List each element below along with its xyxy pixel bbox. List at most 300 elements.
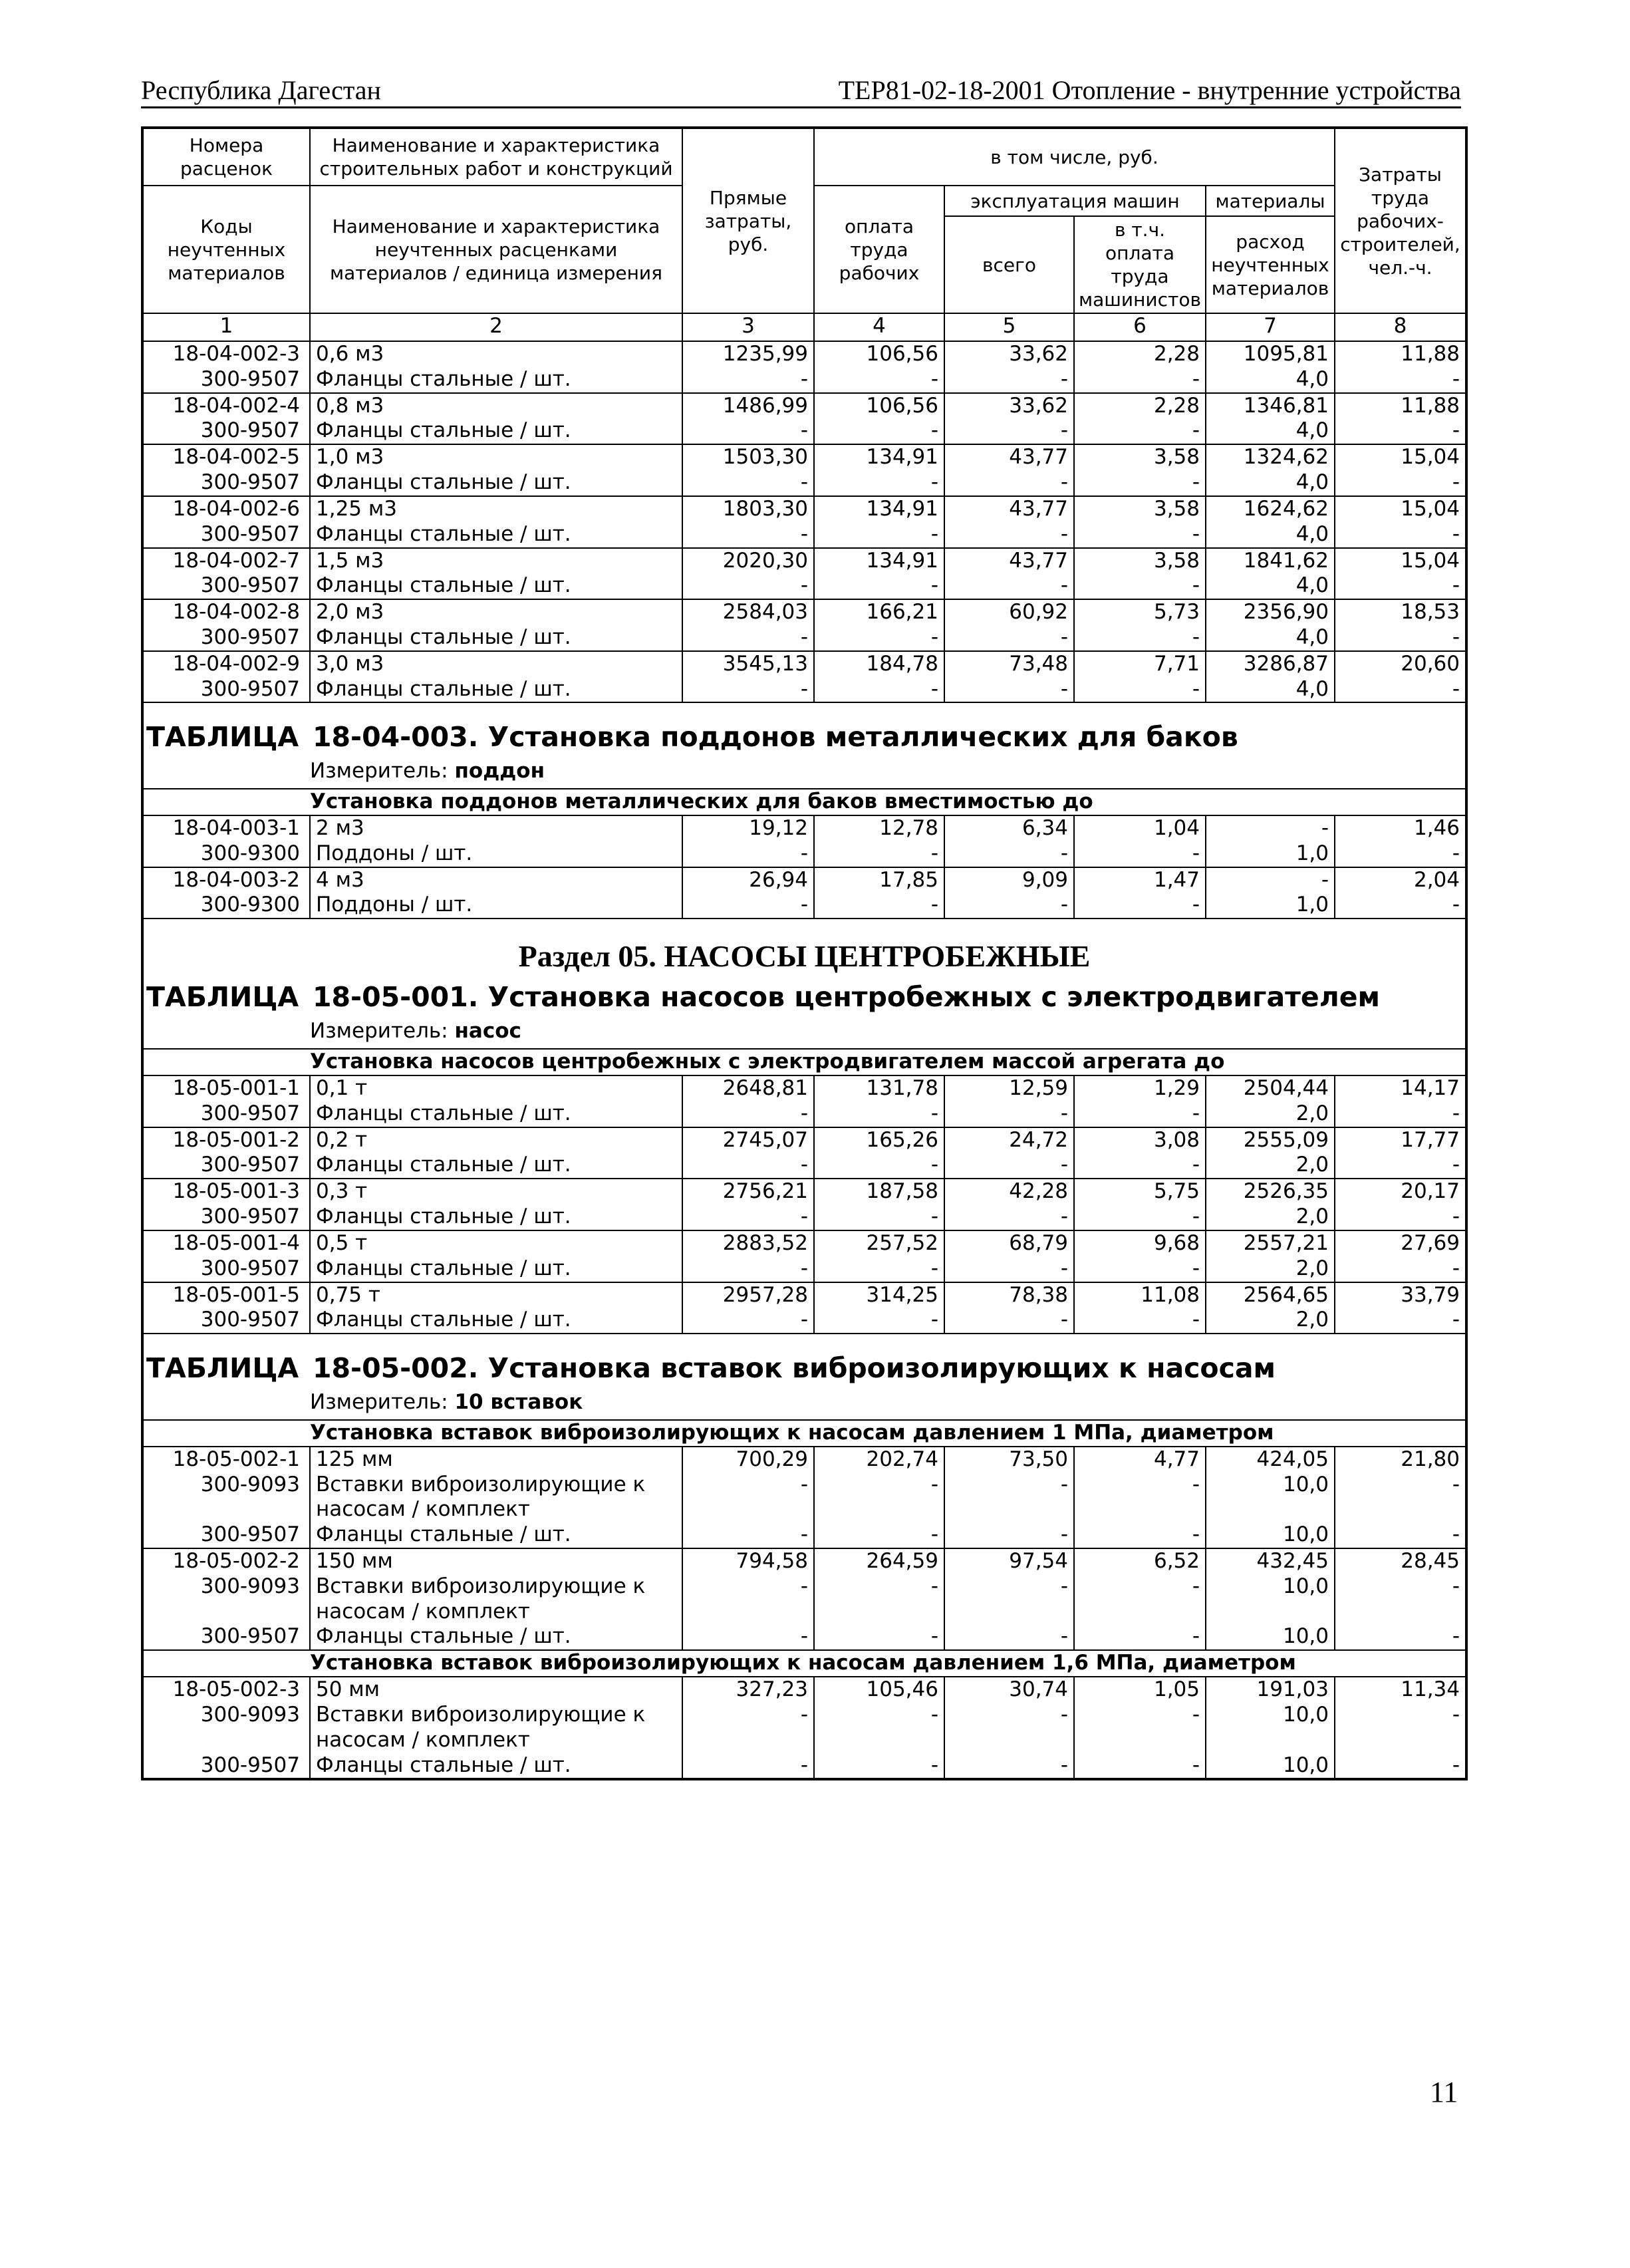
table-18-05-002: [144, 1333, 1465, 1447]
value-cell-c6: -: [1074, 522, 1206, 548]
rate-row: [144, 496, 1465, 522]
value-cell-c4: 134,91: [814, 548, 944, 574]
code-cell: 18-05-001-5: [144, 1282, 310, 1308]
column-number: 4: [814, 313, 944, 341]
value-cell-c5: -: [944, 1153, 1074, 1179]
value-cell-c4: -: [814, 470, 944, 496]
value-cell-c8: 1,46: [1335, 816, 1465, 841]
rate-row: [144, 1282, 1465, 1308]
value-cell-c6: -: [1074, 1703, 1206, 1753]
value-cell-c5: 42,28: [944, 1179, 1074, 1205]
rate-row: [144, 1179, 1465, 1205]
code-cell: 300-9507: [144, 470, 310, 496]
table-title: [144, 1333, 1465, 1387]
col1-header-top: Номера расценок: [144, 129, 310, 186]
rate-row: [144, 1677, 1465, 1703]
name-cell: 1,5 м3: [310, 548, 682, 574]
name-cell: Поддоны / шт.: [310, 841, 682, 867]
value-cell-c8: -: [1335, 1753, 1465, 1778]
table-label: ТАБЛИЦА: [146, 721, 299, 754]
value-cell-c6: 6,52: [1074, 1548, 1206, 1574]
value-cell-c6: 9,68: [1074, 1230, 1206, 1256]
rate-row: [144, 342, 1465, 367]
value-cell-c7: 2,0: [1206, 1205, 1335, 1230]
name-cell: 0,2 т: [310, 1127, 682, 1153]
value-cell-c7: 4,0: [1206, 470, 1335, 496]
value-cell-c6: -: [1074, 1153, 1206, 1179]
t003-rows: [144, 816, 1465, 918]
col7-header: расход неучтенных материалов: [1206, 216, 1335, 313]
value-cell-c4: -: [814, 893, 944, 918]
value-cell-c4: -: [814, 677, 944, 702]
value-cell-c5: -: [944, 1101, 1074, 1127]
value-cell-c8: 2,04: [1335, 867, 1465, 893]
value-cell-c7: 10,0: [1206, 1624, 1335, 1649]
value-cell-c7: 3286,87: [1206, 651, 1335, 677]
value-cell-c5: -: [944, 1308, 1074, 1333]
name-cell: Фланцы стальные / шт.: [310, 1205, 682, 1230]
code-cell: 18-05-001-4: [144, 1230, 310, 1256]
material-row: [144, 1522, 1465, 1548]
region-title: Республика Дагестан: [141, 75, 381, 105]
value-cell-c4: -: [814, 1153, 944, 1179]
name-cell: Фланцы стальные / шт.: [310, 573, 682, 599]
value-cell-c3: -: [682, 841, 814, 867]
value-cell-c8: -: [1335, 418, 1465, 444]
table-title-text: 18-05-001. Установка насосов центробежных с электродвигателем: [313, 981, 1381, 1014]
value-cell-c4: 134,91: [814, 444, 944, 470]
value-cell-c4: -: [814, 522, 944, 548]
value-cell-c6: 3,58: [1074, 444, 1206, 470]
name-cell: Вставки виброизолирующие к насосам / комплект: [310, 1574, 682, 1625]
code-cell: 18-04-002-9: [144, 651, 310, 677]
value-cell-c3: -: [682, 1308, 814, 1333]
value-cell-c8: -: [1335, 841, 1465, 867]
value-cell-c7: 2564,65: [1206, 1282, 1335, 1308]
code-cell: 18-04-003-1: [144, 816, 310, 841]
value-cell-c7: 1841,62: [1206, 548, 1335, 574]
value-cell-c7: 2526,35: [1206, 1179, 1335, 1205]
name-cell: 1,0 м3: [310, 444, 682, 470]
value-cell-c7: -: [1206, 867, 1335, 893]
value-cell-c5: -: [944, 367, 1074, 393]
value-cell-c6: 5,73: [1074, 599, 1206, 625]
code-cell: 300-9507: [144, 625, 310, 651]
value-cell-c7: 10,0: [1206, 1522, 1335, 1548]
value-cell-c3: 2883,52: [682, 1230, 814, 1256]
value-cell-c6: 4,77: [1074, 1447, 1206, 1473]
code-cell: 18-05-002-2: [144, 1548, 310, 1574]
code-cell: 300-9507: [144, 1308, 310, 1333]
value-cell-c8: -: [1335, 1624, 1465, 1649]
value-cell-c6: -: [1074, 841, 1206, 867]
value-cell-c6: -: [1074, 1308, 1206, 1333]
col1-header-bottom: Коды неучтенных материалов: [144, 186, 310, 313]
name-cell: Фланцы стальные / шт.: [310, 1153, 682, 1179]
value-cell-c6: 3,08: [1074, 1127, 1206, 1153]
value-cell-c7: 1095,81: [1206, 342, 1335, 367]
name-cell: 150 мм: [310, 1548, 682, 1574]
table-title: [144, 975, 1465, 1016]
value-cell-c3: -: [682, 367, 814, 393]
value-cell-c4: -: [814, 1205, 944, 1230]
value-cell-c4: -: [814, 367, 944, 393]
value-cell-c5: -: [944, 418, 1074, 444]
value-cell-c3: -: [682, 1205, 814, 1230]
value-cell-c8: 11,88: [1335, 342, 1465, 367]
code-cell: 300-9507: [144, 522, 310, 548]
value-cell-c8: 11,88: [1335, 393, 1465, 419]
page-header: [141, 73, 1461, 108]
value-cell-c8: -: [1335, 1703, 1465, 1753]
material-row: [144, 1574, 1465, 1625]
value-cell-c3: 2756,21: [682, 1179, 814, 1205]
name-cell: Фланцы стальные / шт.: [310, 1101, 682, 1127]
t002-rows-2: [144, 1677, 1465, 1778]
value-cell-c7: 10,0: [1206, 1703, 1335, 1753]
value-cell-c4: -: [814, 1522, 944, 1548]
value-cell-c8: 15,04: [1335, 496, 1465, 522]
value-cell-c6: 1,05: [1074, 1677, 1206, 1703]
value-cell-c8: -: [1335, 1101, 1465, 1127]
value-cell-c6: -: [1074, 1574, 1206, 1625]
value-cell-c3: -: [682, 573, 814, 599]
name-cell: Фланцы стальные / шт.: [310, 1256, 682, 1282]
value-cell-c6: 3,58: [1074, 548, 1206, 574]
measure: [144, 1016, 1465, 1050]
value-cell-c7: 424,05: [1206, 1447, 1335, 1473]
table-label: ТАБЛИЦА: [146, 981, 299, 1014]
value-cell-c3: -: [682, 470, 814, 496]
measure-value: насос: [454, 1019, 521, 1044]
value-cell-c7: 2,0: [1206, 1153, 1335, 1179]
header-table: [144, 129, 1465, 342]
value-cell-c5: -: [944, 1574, 1074, 1625]
code-cell: 18-04-003-2: [144, 867, 310, 893]
value-cell-c8: 27,69: [1335, 1230, 1465, 1256]
value-cell-c4: 134,91: [814, 496, 944, 522]
value-cell-c4: -: [814, 841, 944, 867]
value-cell-c5: -: [944, 1624, 1074, 1649]
material-row: [144, 470, 1465, 496]
rate-row: [144, 651, 1465, 677]
value-cell-c6: 1,47: [1074, 867, 1206, 893]
value-cell-c6: 1,04: [1074, 816, 1206, 841]
rate-row: [144, 599, 1465, 625]
column-number: 3: [682, 313, 814, 341]
value-cell-c5: -: [944, 677, 1074, 702]
value-cell-c8: 18,53: [1335, 599, 1465, 625]
name-cell: 0,6 м3: [310, 342, 682, 367]
col3-header: Прямые затраты, руб.: [682, 129, 814, 313]
material-row: [144, 573, 1465, 599]
value-cell-c4: 184,78: [814, 651, 944, 677]
value-cell-c3: 3545,13: [682, 651, 814, 677]
name-cell: 1,25 м3: [310, 496, 682, 522]
value-cell-c5: 43,77: [944, 548, 1074, 574]
code-cell: 300-9507: [144, 1205, 310, 1230]
material-row: [144, 893, 1465, 918]
value-cell-c7: 2,0: [1206, 1308, 1335, 1333]
table-18-04-003: [144, 702, 1465, 816]
code-cell: 18-04-002-4: [144, 393, 310, 419]
value-cell-c4: 264,59: [814, 1548, 944, 1574]
value-cell-c8: -: [1335, 1522, 1465, 1548]
code-cell: 18-04-002-8: [144, 599, 310, 625]
value-cell-c3: 2648,81: [682, 1076, 814, 1101]
value-cell-c5: -: [944, 1753, 1074, 1778]
value-cell-c5: 78,38: [944, 1282, 1074, 1308]
value-cell-c3: -: [682, 625, 814, 651]
value-cell-c3: -: [682, 1574, 814, 1625]
name-cell: 50 мм: [310, 1677, 682, 1703]
name-cell: Фланцы стальные / шт.: [310, 470, 682, 496]
value-cell-c5: 33,62: [944, 342, 1074, 367]
code-cell: 18-04-002-5: [144, 444, 310, 470]
value-cell-c5: 24,72: [944, 1127, 1074, 1153]
value-cell-c3: 2020,30: [682, 548, 814, 574]
value-cell-c3: -: [682, 1624, 814, 1649]
value-cell-c5: 30,74: [944, 1677, 1074, 1703]
group-heading: Установка поддонов металлических для баков вместимостью до: [144, 789, 1465, 816]
name-cell: Фланцы стальные / шт.: [310, 625, 682, 651]
column-number: 8: [1335, 313, 1465, 341]
measure-value: 10 вставок: [454, 1390, 583, 1415]
material-row: [144, 1153, 1465, 1179]
table-label: ТАБЛИЦА: [146, 1352, 299, 1385]
value-cell-c4: 106,56: [814, 342, 944, 367]
value-cell-c6: 3,58: [1074, 496, 1206, 522]
name-cell: 125 мм: [310, 1447, 682, 1473]
value-cell-c4: -: [814, 1703, 944, 1753]
value-cell-c3: -: [682, 1101, 814, 1127]
name-cell: 2,0 м3: [310, 599, 682, 625]
value-cell-c4: 187,58: [814, 1179, 944, 1205]
value-cell-c6: -: [1074, 893, 1206, 918]
page-number: 11: [1430, 2076, 1458, 2108]
rate-row: [144, 1447, 1465, 1473]
value-cell-c7: -: [1206, 816, 1335, 841]
table-title-text: 18-04-003. Установка поддонов металлических для баков: [313, 721, 1238, 754]
value-cell-c8: -: [1335, 573, 1465, 599]
value-cell-c8: 21,80: [1335, 1447, 1465, 1473]
group-heading: Установка насосов центробежных с электродвигателем массой агрегата до: [144, 1050, 1465, 1076]
table-title: [144, 702, 1465, 756]
measure: [144, 1387, 1465, 1421]
value-cell-c3: 1503,30: [682, 444, 814, 470]
value-cell-c6: -: [1074, 1101, 1206, 1127]
value-cell-c7: 2555,09: [1206, 1127, 1335, 1153]
value-cell-c5: 43,77: [944, 496, 1074, 522]
value-cell-c6: -: [1074, 1473, 1206, 1523]
rate-row: [144, 1127, 1465, 1153]
value-cell-c4: 17,85: [814, 867, 944, 893]
code-cell: 18-05-001-2: [144, 1127, 310, 1153]
value-cell-c5: -: [944, 1256, 1074, 1282]
column-number: 6: [1074, 313, 1206, 341]
code-cell: 18-05-001-1: [144, 1076, 310, 1101]
incl-header: в том числе, руб.: [814, 129, 1335, 186]
value-cell-c4: 165,26: [814, 1127, 944, 1153]
value-cell-c5: -: [944, 1703, 1074, 1753]
value-cell-c7: 10,0: [1206, 1753, 1335, 1778]
value-cell-c4: -: [814, 1753, 944, 1778]
value-cell-c5: 97,54: [944, 1548, 1074, 1574]
section-title: Раздел 05. НАСОСЫ ЦЕНТРОБЕЖНЫЕ: [144, 918, 1465, 975]
code-cell: 300-9300: [144, 841, 310, 867]
code-cell: 300-9507: [144, 418, 310, 444]
value-cell-c3: 2584,03: [682, 599, 814, 625]
t002-rows-1: [144, 1447, 1465, 1650]
value-cell-c8: -: [1335, 1205, 1465, 1230]
value-cell-c5: -: [944, 573, 1074, 599]
col2-header-bottom: Наименование и характеристика неучтенных расценками материалов / единица измерения: [310, 186, 682, 313]
value-cell-c7: 4,0: [1206, 573, 1335, 599]
materials-header: материалы: [1206, 186, 1335, 216]
value-cell-c8: -: [1335, 367, 1465, 393]
value-cell-c5: 6,34: [944, 816, 1074, 841]
material-row: [144, 1753, 1465, 1778]
value-cell-c7: 2,0: [1206, 1256, 1335, 1282]
value-cell-c7: 10,0: [1206, 1574, 1335, 1625]
value-cell-c7: 4,0: [1206, 522, 1335, 548]
material-row: [144, 625, 1465, 651]
value-cell-c5: -: [944, 893, 1074, 918]
name-cell: 4 м3: [310, 867, 682, 893]
value-cell-c7: 4,0: [1206, 418, 1335, 444]
value-cell-c6: 7,71: [1074, 651, 1206, 677]
measure-value: поддон: [454, 759, 545, 783]
code-cell: 300-9507: [144, 1522, 310, 1548]
value-cell-c7: 191,03: [1206, 1677, 1335, 1703]
value-cell-c4: -: [814, 1308, 944, 1333]
value-cell-c3: 700,29: [682, 1447, 814, 1473]
name-cell: 3,0 м3: [310, 651, 682, 677]
value-cell-c3: -: [682, 1256, 814, 1282]
value-cell-c5: 68,79: [944, 1230, 1074, 1256]
value-cell-c4: -: [814, 1101, 944, 1127]
value-cell-c8: 33,79: [1335, 1282, 1465, 1308]
value-cell-c8: 15,04: [1335, 444, 1465, 470]
value-cell-c7: 432,45: [1206, 1548, 1335, 1574]
value-cell-c8: 20,17: [1335, 1179, 1465, 1205]
value-cell-c5: 12,59: [944, 1076, 1074, 1101]
code-cell: 18-04-002-7: [144, 548, 310, 574]
material-row: [144, 841, 1465, 867]
value-cell-c7: 2557,21: [1206, 1230, 1335, 1256]
value-cell-c7: 2356,90: [1206, 599, 1335, 625]
value-cell-c6: -: [1074, 418, 1206, 444]
value-cell-c5: -: [944, 1205, 1074, 1230]
rate-row: [144, 1230, 1465, 1256]
value-cell-c5: -: [944, 470, 1074, 496]
group-heading: Установка вставок виброизолирующих к насосам давлением 1,6 МПа, диаметром: [144, 1649, 1465, 1677]
value-cell-c3: -: [682, 1703, 814, 1753]
value-cell-c8: -: [1335, 1473, 1465, 1523]
name-cell: 0,75 т: [310, 1282, 682, 1308]
rate-row: [144, 548, 1465, 574]
code-cell: 300-9300: [144, 893, 310, 918]
value-cell-c7: 4,0: [1206, 367, 1335, 393]
name-cell: Вставки виброизолирующие к насосам / комплект: [310, 1703, 682, 1753]
col6-header: в т.ч. оплата труда машинистов: [1074, 216, 1206, 313]
value-cell-c3: -: [682, 418, 814, 444]
col5-header: всего: [944, 216, 1074, 313]
value-cell-c7: 1324,62: [1206, 444, 1335, 470]
name-cell: Вставки виброизолирующие к насосам / комплект: [310, 1473, 682, 1523]
value-cell-c4: 257,52: [814, 1230, 944, 1256]
rate-row: [144, 1548, 1465, 1574]
material-row: [144, 1624, 1465, 1649]
value-cell-c4: 166,21: [814, 599, 944, 625]
block1-table: [144, 342, 1465, 702]
value-cell-c5: -: [944, 625, 1074, 651]
col4-header: оплата труда рабочих: [814, 186, 944, 313]
value-cell-c8: 11,34: [1335, 1677, 1465, 1703]
value-cell-c5: 60,92: [944, 599, 1074, 625]
value-cell-c3: -: [682, 522, 814, 548]
code-cell: 300-9507: [144, 1753, 310, 1778]
code-cell: 18-04-002-6: [144, 496, 310, 522]
value-cell-c8: -: [1335, 1574, 1465, 1625]
section-05: [144, 918, 1465, 1076]
value-cell-c4: -: [814, 1574, 944, 1625]
code-cell: 18-05-002-3: [144, 1677, 310, 1703]
code-cell: 18-04-002-3: [144, 342, 310, 367]
value-cell-c6: 2,28: [1074, 393, 1206, 419]
value-cell-c6: 5,75: [1074, 1179, 1206, 1205]
column-number: 7: [1206, 313, 1335, 341]
value-cell-c6: -: [1074, 1205, 1206, 1230]
value-cell-c5: 33,62: [944, 393, 1074, 419]
rate-row: [144, 816, 1465, 841]
name-cell: Фланцы стальные / шт.: [310, 1522, 682, 1548]
name-cell: Фланцы стальные / шт.: [310, 677, 682, 702]
value-cell-c8: -: [1335, 1153, 1465, 1179]
value-cell-c4: -: [814, 1256, 944, 1282]
value-cell-c5: 43,77: [944, 444, 1074, 470]
value-cell-c8: -: [1335, 470, 1465, 496]
value-cell-c8: -: [1335, 522, 1465, 548]
value-cell-c3: 1486,99: [682, 393, 814, 419]
column-number: 2: [310, 313, 682, 341]
code-cell: 300-9093: [144, 1473, 310, 1523]
measure-label: Измеритель:: [310, 759, 448, 783]
value-cell-c5: 73,48: [944, 651, 1074, 677]
value-cell-c7: 1624,62: [1206, 496, 1335, 522]
material-row: [144, 1473, 1465, 1523]
value-cell-c6: -: [1074, 677, 1206, 702]
value-cell-c6: -: [1074, 573, 1206, 599]
value-cell-c5: -: [944, 522, 1074, 548]
code-cell: 300-9507: [144, 367, 310, 393]
measure-label: Измеритель:: [310, 1019, 448, 1044]
value-cell-c7: 2504,44: [1206, 1076, 1335, 1101]
rate-row: [144, 444, 1465, 470]
column-number: 1: [144, 313, 310, 341]
value-cell-c3: 2745,07: [682, 1127, 814, 1153]
value-cell-c8: 14,17: [1335, 1076, 1465, 1101]
code-cell: 300-9507: [144, 1256, 310, 1282]
code-cell: 18-05-002-1: [144, 1447, 310, 1473]
value-cell-c4: -: [814, 418, 944, 444]
name-cell: Фланцы стальные / шт.: [310, 1753, 682, 1778]
name-cell: 2 м3: [310, 816, 682, 841]
material-row: [144, 367, 1465, 393]
rates-table: [141, 126, 1468, 1780]
code-cell: 300-9507: [144, 1153, 310, 1179]
name-cell: Фланцы стальные / шт.: [310, 418, 682, 444]
